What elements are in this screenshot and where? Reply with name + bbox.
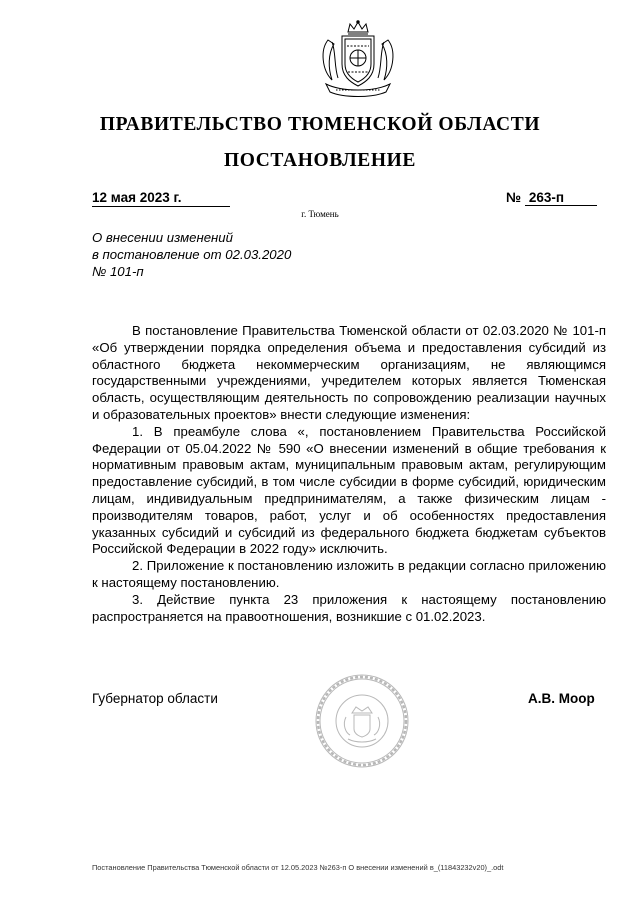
- number-value: 263-п: [525, 190, 597, 206]
- body-paragraph-item-3: 3. Действие пункта 23 приложения к настоящему постановлению распространяется на правоотношения, возникшие с 01.02.2023.: [92, 591, 606, 624]
- signatory-name: А.В. Моор: [528, 691, 595, 706]
- official-seal-icon: [314, 673, 410, 769]
- subject-line-2: в постановление от 02.03.2020: [92, 247, 292, 262]
- coat-of-arms-icon: [316, 20, 400, 100]
- document-footer: Постановление Правительства Тюменской области от 12.05.2023 №263-п О внесении изменений в_(11843232v20)_.odt: [92, 863, 504, 872]
- body-paragraph-intro: В постановление Правительства Тюменской области от 02.03.2020 № 101-п «Об утверждении порядка определения объема и предоставления субсидий из областного бюджета некоммерческим организациям, не являющимся государственными учреждениями, учредителем которых является Тюменская область, осуществляющим деятельность по сопровождению реализации научных и образовательных проектов» внести следующие изменения:: [92, 323, 606, 422]
- document-body: [92, 323, 606, 625]
- signatory-position: Губернатор области: [92, 691, 218, 706]
- subject-line-1: О внесении изменений: [92, 230, 233, 245]
- document-type-title: ПОСТАНОВЛЕНИЕ: [223, 150, 417, 171]
- subject-line-3: № 101-п: [92, 264, 144, 279]
- body-paragraph-item-1: 1. В преамбуле слова «, постановлением Правительства Российской Федерации от 05.04.2022 № 590 «О внесении изменений в общие требования к нормативным правовым актам, муниципальным правовым актам, регулирующим предоставление субсидий, в том числе субсидии в форме субсидий, юридическим лицам, индивидуальным предпринимателям, а также физическим лицам - производителям товаров, работ, услуг и об особенностях предоставления указанных субсидий и субсидий из федерального бюджета бюджетам субъектов Российской Федерации в 2022 году» исключить.: [92, 423, 606, 557]
- document-date: 12 мая 2023 г.: [92, 190, 230, 207]
- number-label: №: [506, 190, 522, 205]
- document-subject: [92, 229, 352, 280]
- city-name: г. Тюмень: [301, 209, 339, 219]
- government-title: ПРАВИТЕЛЬСТВО ТЮМЕНСКОЙ ОБЛАСТИ: [99, 114, 541, 135]
- body-paragraph-item-2: 2. Приложение к постановлению изложить в редакции согласно приложению к настоящему постановлению.: [92, 558, 606, 590]
- document-number: [506, 190, 597, 206]
